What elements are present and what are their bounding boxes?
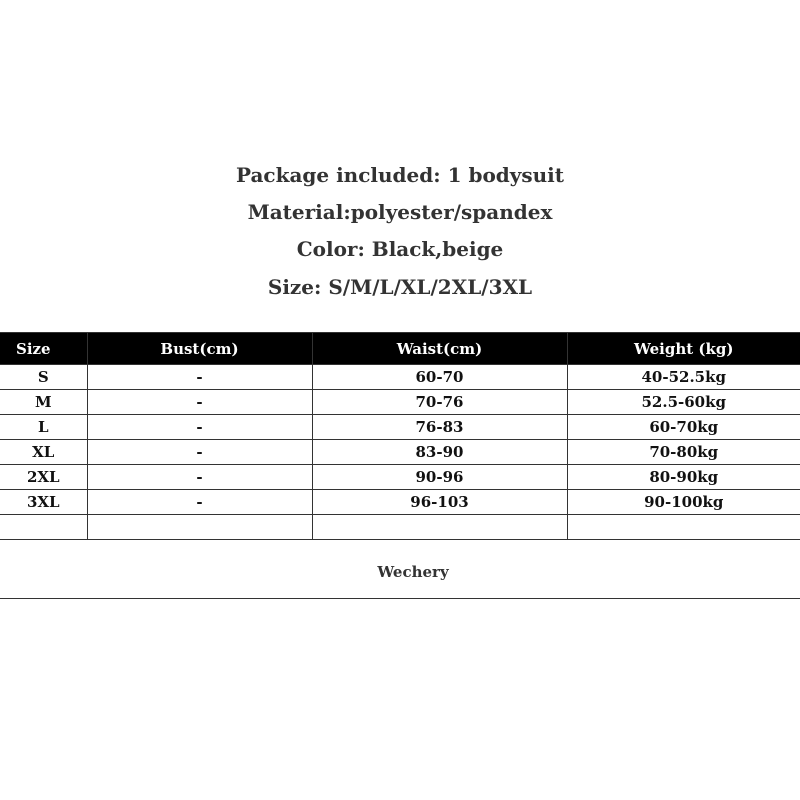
column-header-weight: Weight (kg): [567, 333, 800, 365]
waist-cell: 83-90: [312, 440, 567, 465]
brand-row: [0, 545, 800, 599]
size-cell: 2XL: [0, 465, 87, 490]
column-header-bust: Bust(cm): [87, 333, 312, 365]
table-row: [0, 415, 800, 440]
waist-cell: 70-76: [312, 390, 567, 415]
weight-cell: 90-100kg: [567, 490, 800, 515]
bust-cell: -: [87, 415, 312, 440]
bust-cell: -: [87, 440, 312, 465]
weight-cell: 60-70kg: [567, 415, 800, 440]
table-row-empty: [0, 515, 800, 540]
table-header-row: [0, 333, 800, 365]
bust-cell: -: [87, 490, 312, 515]
size-cell: M: [0, 390, 87, 415]
empty-cell: [312, 515, 567, 540]
bust-cell: -: [87, 390, 312, 415]
size-cell: L: [0, 415, 87, 440]
table-row: [0, 440, 800, 465]
package-text: Package included: 1 bodysuit: [235, 163, 565, 187]
weight-cell: 52.5-60kg: [567, 390, 800, 415]
table-row: [0, 390, 800, 415]
table-row: [0, 465, 800, 490]
empty-cell: [87, 515, 312, 540]
bust-cell: -: [87, 465, 312, 490]
material-text: Material:polyester/spandex: [247, 200, 553, 224]
bust-cell: -: [87, 365, 312, 390]
brand-name: Wechery: [377, 563, 449, 581]
waist-cell: 90-96: [312, 465, 567, 490]
column-header-waist: Waist(cm): [312, 333, 567, 365]
color-text: Color: Black,beige: [296, 237, 504, 261]
size-text: Size: S/M/L/XL/2XL/3XL: [267, 275, 533, 299]
waist-cell: 96-103: [312, 490, 567, 515]
table-row: [0, 490, 800, 515]
empty-cell: [0, 515, 87, 540]
size-cell: 3XL: [0, 490, 87, 515]
size-cell: XL: [0, 440, 87, 465]
weight-cell: 70-80kg: [567, 440, 800, 465]
size-cell: S: [0, 365, 87, 390]
size-chart-table: [0, 332, 800, 540]
column-header-size: Size: [0, 333, 87, 365]
weight-cell: 40-52.5kg: [567, 365, 800, 390]
waist-cell: 76-83: [312, 415, 567, 440]
table-row: [0, 365, 800, 390]
weight-cell: 80-90kg: [567, 465, 800, 490]
empty-cell: [567, 515, 800, 540]
waist-cell: 60-70: [312, 365, 567, 390]
